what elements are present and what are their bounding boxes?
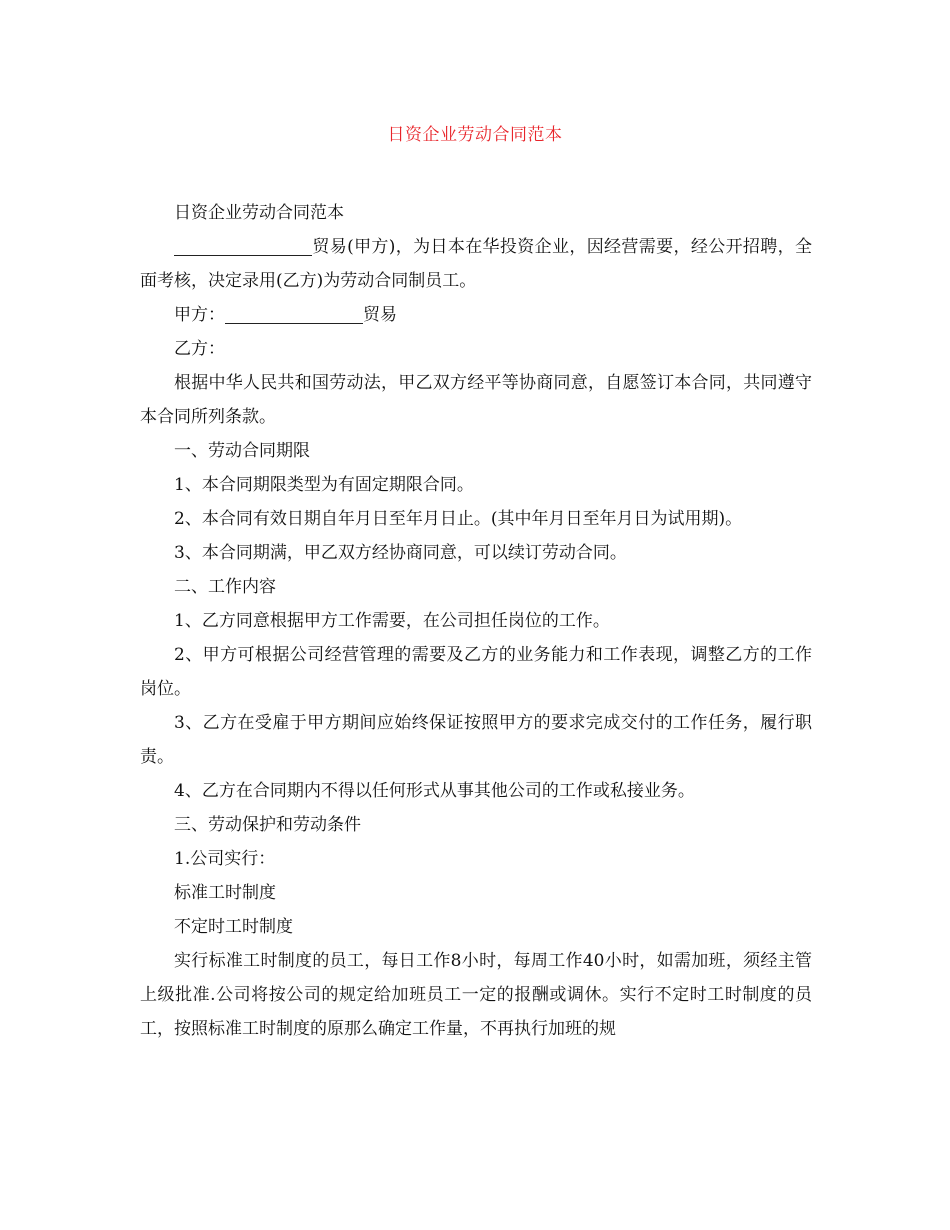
work-hours-option-standard: 标准工时制度 — [174, 883, 276, 903]
section-2-item: 3、乙方在受雇于甲方期间应始终保证按照甲方的要求完成交付的工作任务，履行职责。 — [140, 713, 812, 767]
section-2-item: 1、乙方同意根据甲方工作需要，在公司担任岗位的工作。 — [174, 611, 610, 631]
party-a-blank — [225, 303, 363, 324]
work-hours-option-flexible: 不定时工时制度 — [174, 917, 293, 937]
section-1-item: 3、本合同期满，甲乙双方经协商同意，可以续订劳动合同。 — [174, 543, 627, 563]
heading-repeat: 日资企业劳动合同范本 — [174, 203, 344, 223]
section-1-item: 2、本合同有效日期自年月日至年月日止。(其中年月日至年月日为试用期)。 — [174, 509, 743, 529]
document-body — [140, 196, 812, 1046]
company-name-blank — [174, 235, 312, 256]
section-3-heading: 三、劳动保护和劳动条件 — [174, 815, 361, 835]
section-1-item: 1、本合同期限类型为有固定期限合同。 — [174, 475, 474, 495]
party-b-line — [140, 332, 812, 366]
intro-paragraph — [140, 230, 812, 298]
work-hours-paragraph: 实行标准工时制度的员工，每日工作8小时，每周工作40小时，如需加班，须经主管上级批准.公司将按公司的规定给加班员工一定的报酬或调休。实行不定时工时制度的员工，按照标准工时制度的原那么确定工作量，不再执行加班的规 — [140, 951, 812, 1039]
section-2-item: 2、甲方可根据公司经营管理的需要及乙方的业务能力和工作表现，调整乙方的工作岗位。 — [140, 645, 812, 699]
section-2-heading: 二、工作内容 — [174, 577, 276, 597]
party-a-suffix: 贸易 — [363, 305, 397, 325]
party-a-label: 甲方： — [174, 305, 225, 325]
section-2-item: 4、乙方在合同期内不得以任何形式从事其他公司的工作或私接业务。 — [174, 781, 695, 801]
document-title: 日资企业劳动合同范本 — [387, 125, 563, 145]
preamble-paragraph: 根据中华人民共和国劳动法，甲乙双方经平等协商同意，自愿签订本合同，共同遵守本合同所列条款。 — [140, 373, 812, 427]
party-b-label: 乙方： — [174, 339, 225, 359]
party-a-line — [140, 298, 812, 332]
section-1-heading: 一、劳动合同期限 — [174, 441, 310, 461]
section-3-item: 1.公司实行： — [174, 849, 276, 869]
intro-text: 贸易(甲方)，为日本在华投资企业，因经营需要，经公开招聘，全面考核，决定录用(乙方)为劳动合同制员工。 — [140, 237, 812, 291]
